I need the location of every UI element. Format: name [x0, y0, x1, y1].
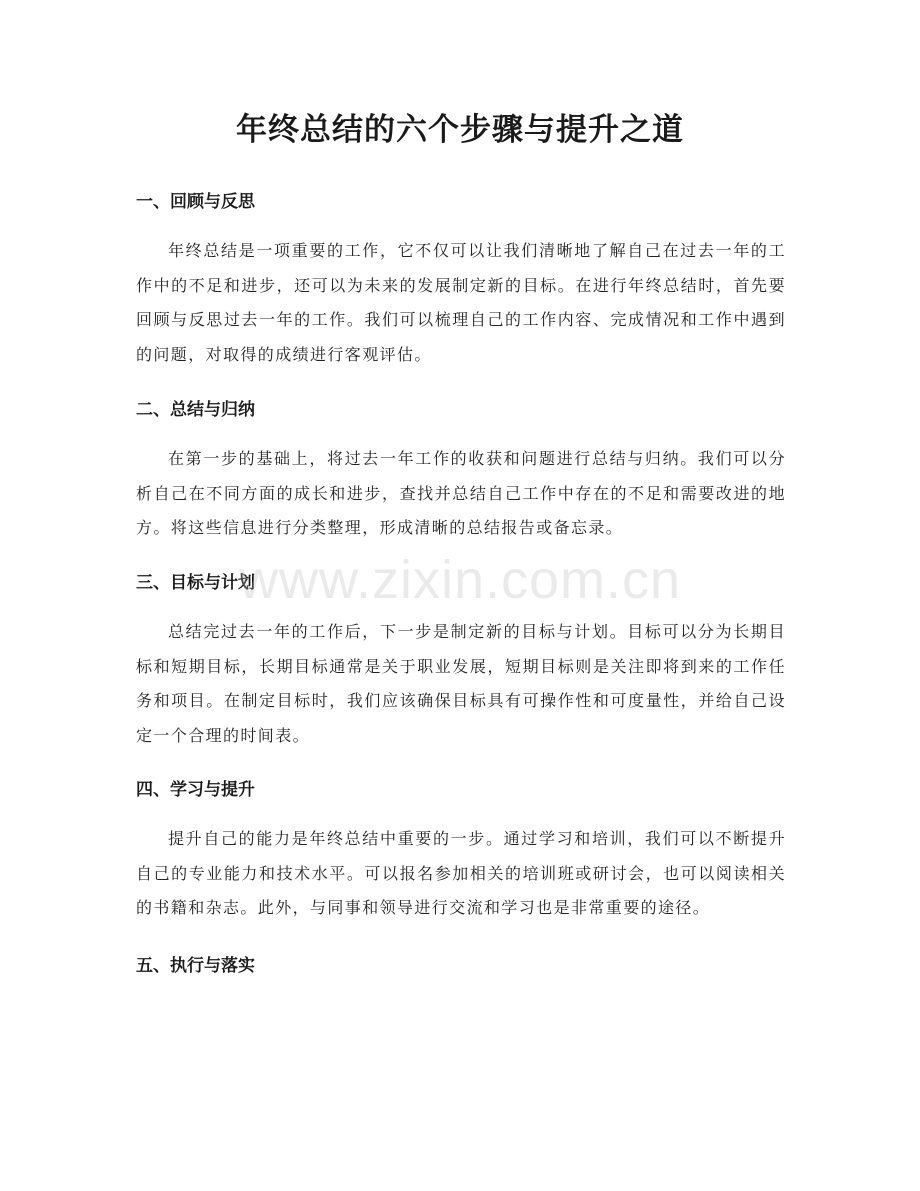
document-title: 年终总结的六个步骤与提升之道: [236, 112, 684, 148]
section-summary: [136, 398, 786, 546]
section-paragraph: 提升自己的能力是年终总结中重要的一步。通过学习和培训，我们可以不断提升自己的专业能力和技术水平。可以报名参加相关的培训班或研讨会，也可以阅读相关的书籍和杂志。此外，与同事和领导进行交流和学习也是非常重要的途径。: [136, 829, 786, 917]
section-goals: [136, 571, 786, 753]
section-heading: 四、学习与提升: [136, 780, 255, 800]
section-paragraph: 年终总结是一项重要的工作，它不仅可以让我们清晰地了解自己在过去一年的工作中的不足和进步，还可以为未来的发展制定新的目标。在进行年终总结时，首先要回顾与反思过去一年的工作。我们可以梳理自己的工作内容、完成情况和工作中遇到的问题，对取得的成绩进行客观评估。: [136, 241, 786, 364]
section-review: [136, 190, 786, 372]
watermark-text: www.zixin.com.cn: [238, 550, 682, 610]
section-heading: 一、回顾与反思: [136, 192, 255, 212]
section-heading: 五、执行与落实: [136, 956, 255, 976]
section-execution: [136, 954, 786, 978]
section-heading: 二、总结与归纳: [136, 400, 255, 420]
section-heading: 三、目标与计划: [136, 573, 255, 593]
section-paragraph: 总结完过去一年的工作后，下一步是制定新的目标与计划。目标可以分为长期目标和短期目标，长期目标通常是关于职业发展，短期目标则是关注即将到来的工作任务和项目。在制定目标时，我们应该确保目标具有可操作性和可度量性，并给自己设定一个合理的时间表。: [136, 622, 786, 745]
section-learning: [136, 778, 786, 926]
section-paragraph: 在第一步的基础上，将过去一年工作的收获和问题进行总结与归纳。我们可以分析自己在不同方面的成长和进步，查找并总结自己工作中存在的不足和需要改进的地方。将这些信息进行分类整理，形成清晰的总结报告或备忘录。: [136, 449, 786, 537]
